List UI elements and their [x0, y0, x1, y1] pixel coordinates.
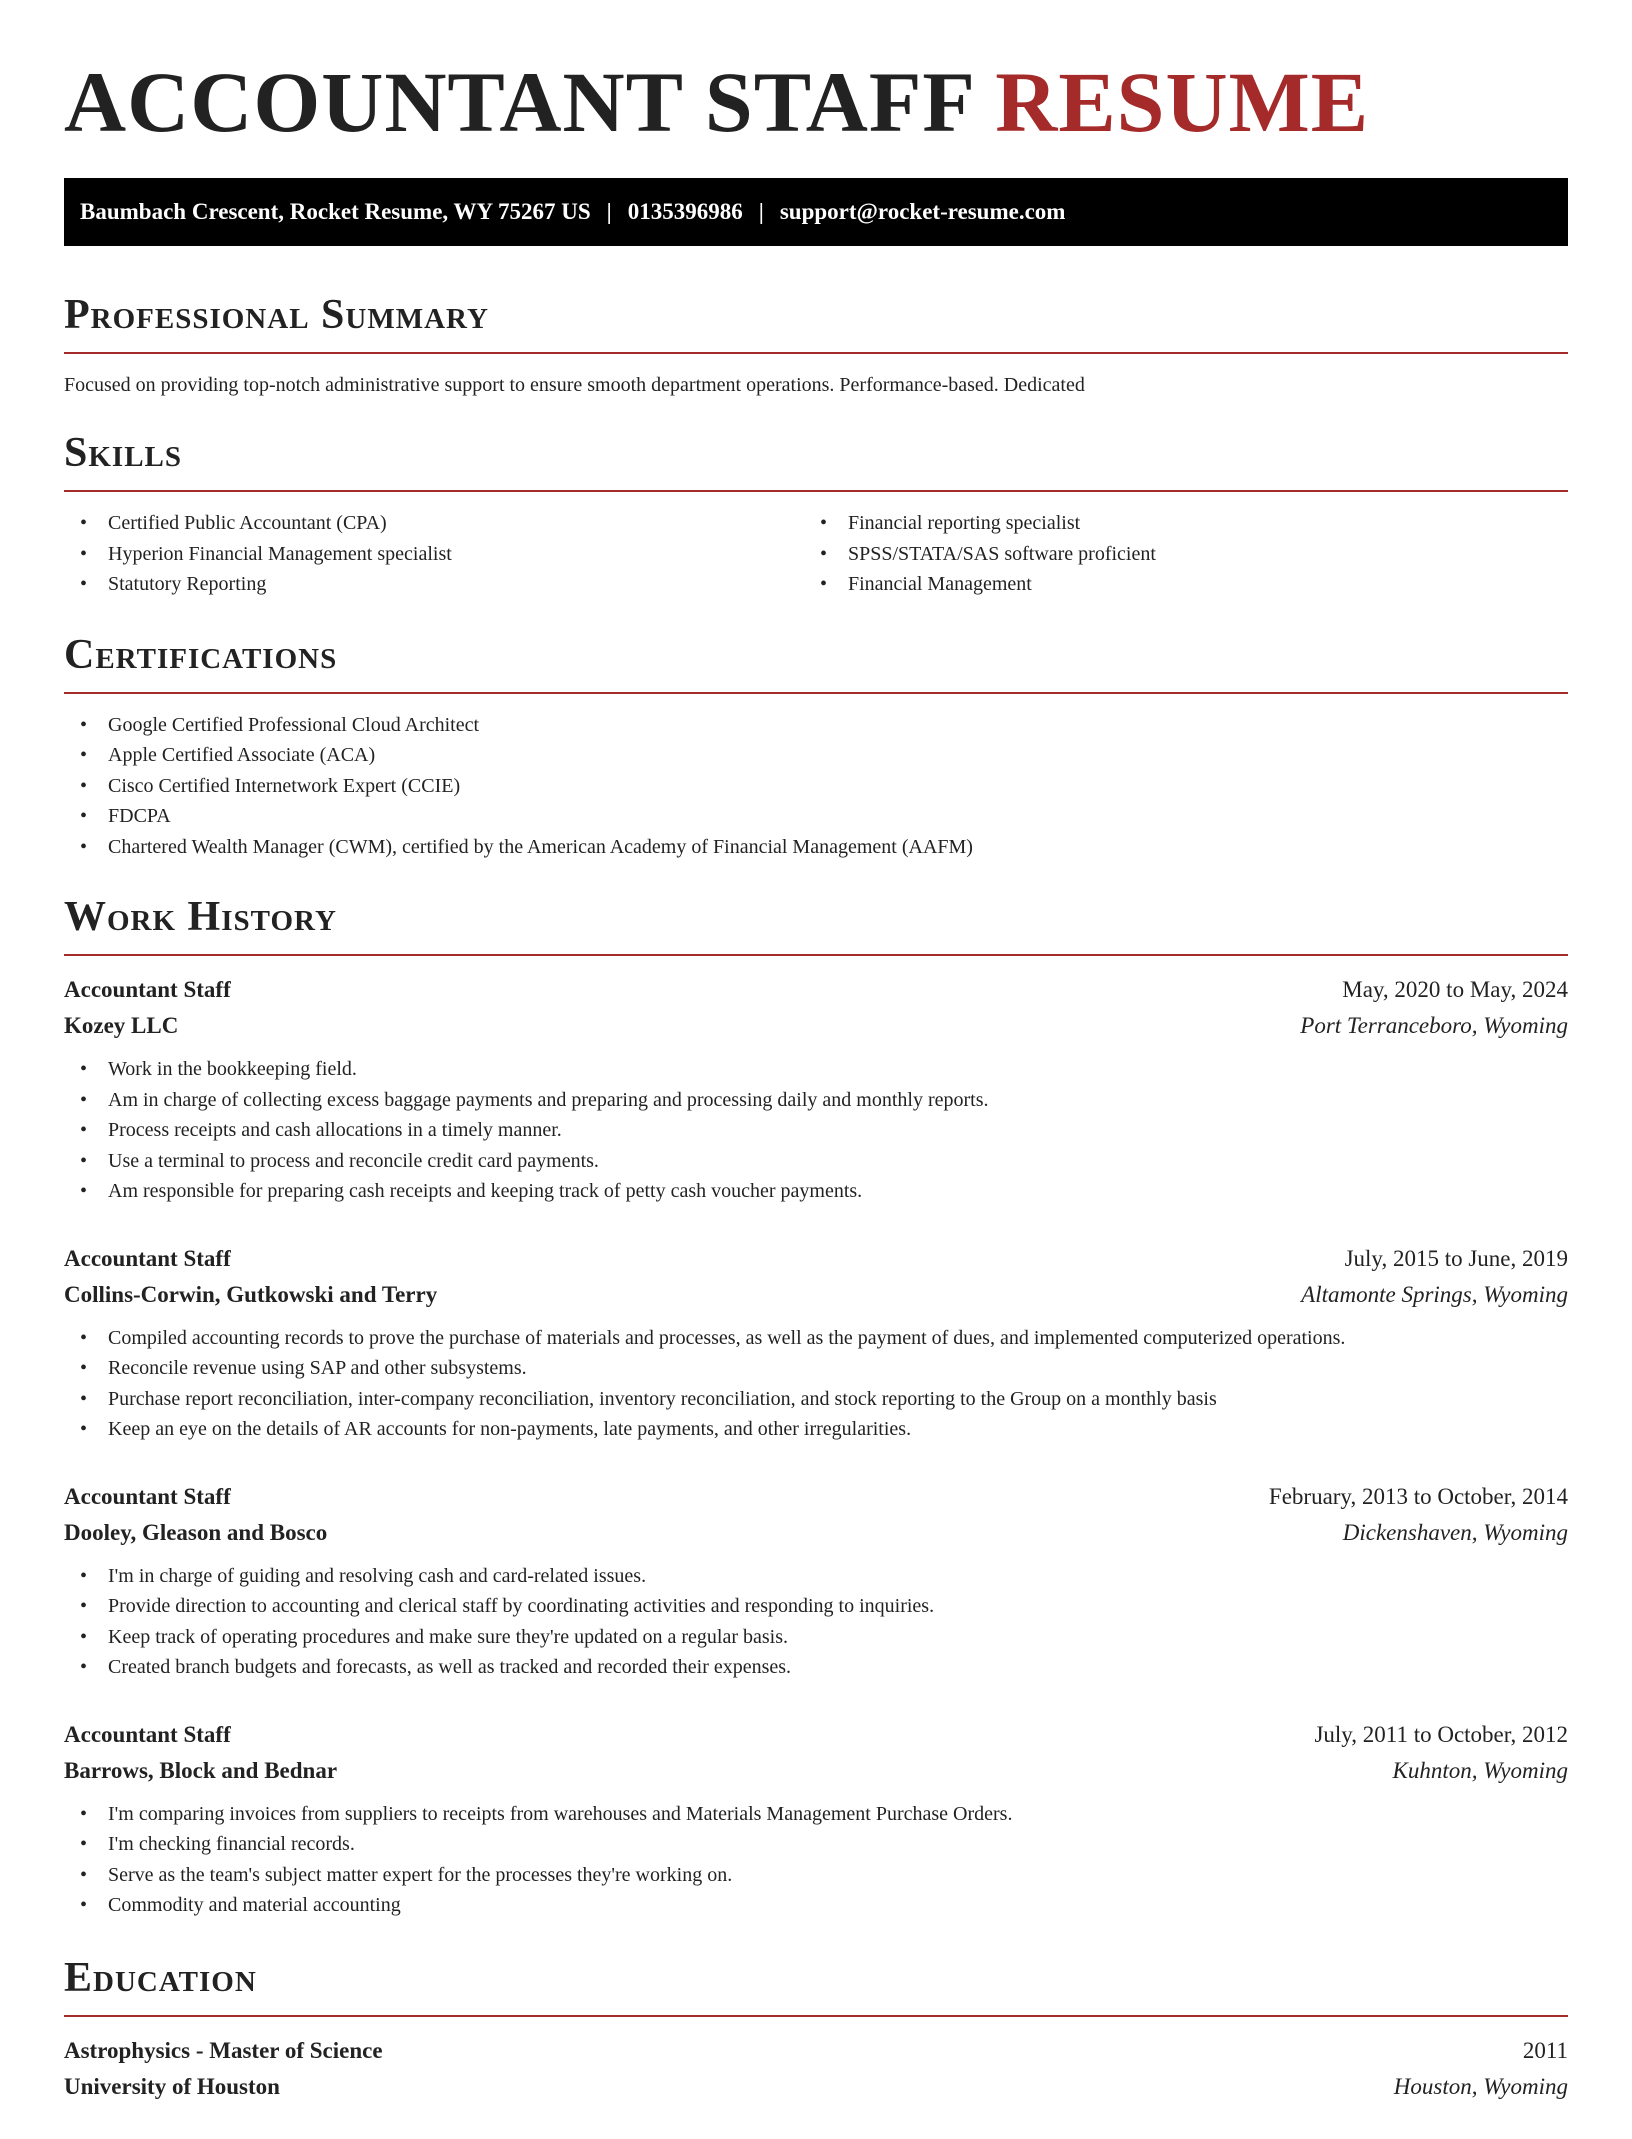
job-company: Dooley, Gleason and Bosco [64, 1519, 328, 1545]
education-school-row [64, 2069, 1568, 2105]
job-duty: • I'm checking financial records. [64, 1829, 1568, 1860]
job-location: Kuhnton, Wyoming [1392, 1757, 1568, 1783]
education-location: Houston, Wyoming [1393, 2073, 1568, 2099]
job-duties-list [64, 1799, 1568, 1921]
job-duties-list [64, 1323, 1568, 1445]
education-entry [64, 2033, 1568, 2105]
certification-item: • FDCPA [64, 801, 1568, 832]
job-duties-list [64, 1561, 1568, 1683]
section-divider [64, 954, 1568, 956]
job-company: Barrows, Block and Bednar [64, 1757, 338, 1783]
job-company-row [64, 1008, 1568, 1044]
summary-text: Focused on providing top-notch administrative support to ensure smooth department operations. Performance-based. Dedicated [64, 374, 1085, 396]
skill-item: • Hyperion Financial Management specialist [64, 539, 804, 570]
job-duty: • Am responsible for preparing cash receipts and keeping track of petty cash voucher payments. [64, 1176, 1568, 1207]
job-duty: • Created branch budgets and forecasts, as well as tracked and recorded their expenses. [64, 1652, 1568, 1683]
job-title: Accountant Staff [64, 1483, 231, 1509]
resume-title [64, 0, 1568, 148]
title-accent: RESUME [995, 54, 1370, 150]
contact-address: Baumbach Crescent, Rocket Resume, WY 75267 US [80, 199, 591, 224]
section-divider [64, 692, 1568, 694]
section-heading-education: Education [64, 1954, 257, 2001]
certification-item: • Cisco Certified Internetwork Expert (CCIE) [64, 771, 1568, 802]
section-work-history [64, 894, 1568, 1921]
job-title: Accountant Staff [64, 1721, 231, 1747]
section-heading-skills: Skills [64, 430, 183, 476]
skills-list-right [804, 508, 1544, 600]
job-duties-list [64, 1054, 1568, 1207]
job-duty: • Keep track of operating procedures and make sure they're updated on a regular basis. [64, 1622, 1568, 1653]
job-company-row [64, 1277, 1568, 1313]
section-heading-work: Work History [64, 894, 337, 940]
job-title: Accountant Staff [64, 977, 231, 1002]
job-duty: • Serve as the team's subject matter expert for the processes they're working on. [64, 1860, 1568, 1891]
job-header-row [64, 1479, 1568, 1515]
education-header-row [64, 2033, 1568, 2069]
job-location: Altamonte Springs, Wyoming [1301, 1281, 1568, 1307]
contact-bar [64, 178, 1568, 246]
skill-item: • SPSS/STATA/SAS software proficient [804, 539, 1544, 570]
skills-list-left [64, 508, 804, 600]
job-duty: • Commodity and material accounting [64, 1890, 1568, 1921]
certification-item: • Google Certified Professional Cloud Architect [64, 710, 1568, 741]
job-company-row [64, 1515, 1568, 1551]
job-duty: • Reconcile revenue using SAP and other subsystems. [64, 1353, 1568, 1384]
contact-separator: | [606, 199, 612, 224]
job-duty: • I'm comparing invoices from suppliers to receipts from warehouses and Materials Management Purchase Orders. [64, 1799, 1568, 1830]
section-education [64, 1955, 1568, 2105]
contact-phone: 0135396986 [627, 199, 743, 224]
job-duty: • I'm in charge of guiding and resolving cash and card-related issues. [64, 1561, 1568, 1592]
section-divider [64, 2015, 1568, 2017]
skill-item: • Statutory Reporting [64, 569, 804, 600]
certifications-list [64, 710, 1568, 863]
education-school: University of Houston [64, 2073, 280, 2099]
job-entry [64, 1717, 1568, 1921]
skills-grid [64, 508, 1568, 600]
job-header-row [64, 972, 1568, 1008]
job-title: Accountant Staff [64, 1245, 231, 1271]
job-dates: February, 2013 to October, 2014 [1268, 1483, 1568, 1509]
certification-item: • Apple Certified Associate (ACA) [64, 740, 1568, 771]
job-company: Collins-Corwin, Gutkowski and Terry [64, 1281, 438, 1307]
job-header-row [64, 1717, 1568, 1753]
job-dates: May, 2020 to May, 2024 [1342, 977, 1568, 1002]
job-location: Dickenshaven, Wyoming [1342, 1519, 1568, 1545]
skill-item: • Financial reporting specialist [804, 508, 1544, 539]
job-header-row [64, 1241, 1568, 1277]
section-divider [64, 352, 1568, 354]
job-location: Port Terranceboro, Wyoming [1300, 1013, 1568, 1038]
section-certifications [64, 632, 1568, 863]
job-entry [64, 1479, 1568, 1683]
job-entry [64, 972, 1568, 1207]
section-heading-summary: Professional Summary [64, 292, 489, 338]
job-company: Kozey LLC [64, 1013, 179, 1038]
section-heading-certifications: Certifications [64, 631, 338, 678]
skill-item: • Certified Public Accountant (CPA) [64, 508, 804, 539]
job-duty: • Keep an eye on the details of AR accounts for non-payments, late payments, and other irregularities. [64, 1414, 1568, 1445]
section-skills [64, 430, 1568, 600]
certification-item: • Chartered Wealth Manager (CWM), certified by the American Academy of Financial Management (AAFM) [64, 832, 1568, 863]
job-company-row [64, 1753, 1568, 1789]
job-duty: • Provide direction to accounting and clerical staff by coordinating activities and responding to inquiries. [64, 1591, 1568, 1622]
contact-email: support@rocket-resume.com [779, 199, 1066, 224]
job-duty: • Compiled accounting records to prove the purchase of materials and processes, as well as the payment of dues, and implemented computerized operations. [64, 1323, 1568, 1354]
job-entry [64, 1241, 1568, 1445]
section-summary [64, 292, 1568, 400]
job-dates: July, 2015 to June, 2019 [1344, 1245, 1568, 1271]
section-divider [64, 490, 1568, 492]
title-main: ACCOUNTANT STAFF [64, 54, 973, 150]
education-year: 2011 [1522, 2037, 1568, 2063]
education-degree: Astrophysics - Master of Science [64, 2037, 383, 2063]
job-duty: • Work in the bookkeeping field. [64, 1054, 1568, 1085]
job-duty: • Am in charge of collecting excess baggage payments and preparing and processing daily and monthly reports. [64, 1085, 1568, 1116]
job-duty: • Use a terminal to process and reconcile credit card payments. [64, 1146, 1568, 1177]
resume-page [64, 0, 1568, 2139]
skill-item: • Financial Management [804, 569, 1544, 600]
job-duty: • Process receipts and cash allocations in a timely manner. [64, 1115, 1568, 1146]
job-dates: July, 2011 to October, 2012 [1314, 1721, 1568, 1747]
job-duty: • Purchase report reconciliation, inter-company reconciliation, inventory reconciliation, and stock reporting to the Group on a monthly basis [64, 1384, 1568, 1415]
contact-separator: | [758, 199, 764, 224]
